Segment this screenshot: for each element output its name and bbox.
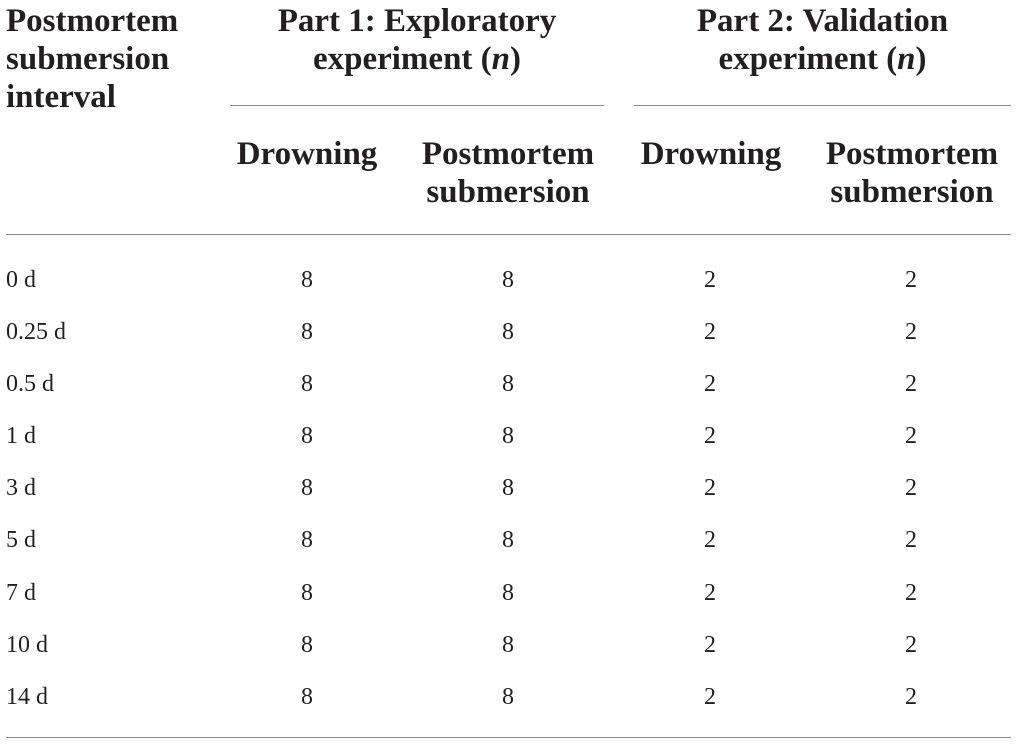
interval-cell: 3 d [6, 475, 36, 501]
interval-cell: 0.25 d [6, 319, 66, 345]
p2-drowning-cell: 2 [704, 632, 716, 658]
p1-drowning-cell: 8 [301, 684, 313, 710]
interval-cell: 0.5 d [6, 371, 54, 397]
p1-drowning-cell: 8 [301, 527, 313, 553]
group-header-part-2-line-1: Part 2: Validation [696, 3, 949, 39]
interval-cell: 0 d [6, 267, 36, 293]
p2-drowning-cell: 2 [704, 684, 716, 710]
interval-cell: 10 d [6, 632, 48, 658]
p2-postmortem-cell: 2 [905, 267, 917, 293]
p1-postmortem-cell: 8 [502, 371, 514, 397]
stub-header-line-2: submersion [6, 41, 170, 77]
p2-drowning-cell: 2 [704, 580, 716, 606]
group-header-part-2-line-2: experiment (n) [718, 41, 927, 77]
group-header-part-1-line-2: experiment (n) [312, 41, 522, 77]
p1-postmortem-cell: 8 [502, 684, 514, 710]
p1-drowning-cell: 8 [301, 371, 313, 397]
p1-postmortem-cell: 8 [502, 475, 514, 501]
p1-postmortem-cell: 8 [502, 527, 514, 553]
stub-header [6, 2, 178, 116]
p2-drowning-cell: 2 [704, 527, 716, 553]
interval-cell: 1 d [6, 423, 36, 449]
p2-drowning-cell: 2 [704, 423, 716, 449]
p1-drowning-cell: 8 [301, 580, 313, 606]
p2-postmortem-cell: 2 [905, 371, 917, 397]
subheader-p2-drowning: Drowning [640, 136, 782, 172]
header-rule [6, 234, 1011, 235]
spanner-rule-part-1 [230, 105, 604, 106]
group-header-part-1 [230, 2, 604, 78]
subheader-p1-postmortem-submersion: Postmortem submersion [421, 136, 595, 210]
interval-cell: 7 d [6, 580, 36, 606]
p1-drowning-cell: 8 [301, 632, 313, 658]
p2-postmortem-cell: 2 [905, 527, 917, 553]
stub-header-line-1: Postmortem [6, 3, 179, 39]
p2-drowning-cell: 2 [704, 267, 716, 293]
p2-drowning-cell: 2 [704, 475, 716, 501]
subheader-p2-postmortem-submersion: Postmortem submersion [825, 136, 999, 210]
interval-cell: 14 d [6, 684, 48, 710]
p1-postmortem-cell: 8 [502, 580, 514, 606]
group-header-part-2 [634, 2, 1011, 78]
p2-postmortem-cell: 2 [905, 684, 917, 710]
p2-drowning-cell: 2 [704, 319, 716, 345]
p2-postmortem-cell: 2 [905, 423, 917, 449]
p1-drowning-cell: 8 [301, 319, 313, 345]
p1-postmortem-cell: 8 [502, 423, 514, 449]
n-symbol: n [491, 41, 511, 77]
p1-postmortem-cell: 8 [502, 632, 514, 658]
spanner-rule-part-2 [634, 105, 1011, 106]
p1-postmortem-cell: 8 [502, 267, 514, 293]
p1-drowning-cell: 8 [301, 423, 313, 449]
subheader-p1-drowning: Drowning [236, 136, 378, 172]
p2-postmortem-cell: 2 [905, 319, 917, 345]
n-symbol: n [897, 41, 916, 77]
interval-cell: 5 d [6, 527, 36, 553]
group-header-part-1-line-1: Part 1: Exploratory [277, 3, 557, 39]
p1-drowning-cell: 8 [301, 475, 313, 501]
p2-postmortem-cell: 2 [905, 580, 917, 606]
stub-header-line-3: interval [6, 79, 116, 115]
bottom-rule [6, 737, 1011, 738]
p1-postmortem-cell: 8 [502, 319, 514, 345]
p2-postmortem-cell: 2 [905, 475, 917, 501]
p1-drowning-cell: 8 [301, 267, 313, 293]
p2-drowning-cell: 2 [704, 371, 716, 397]
p2-postmortem-cell: 2 [905, 632, 917, 658]
